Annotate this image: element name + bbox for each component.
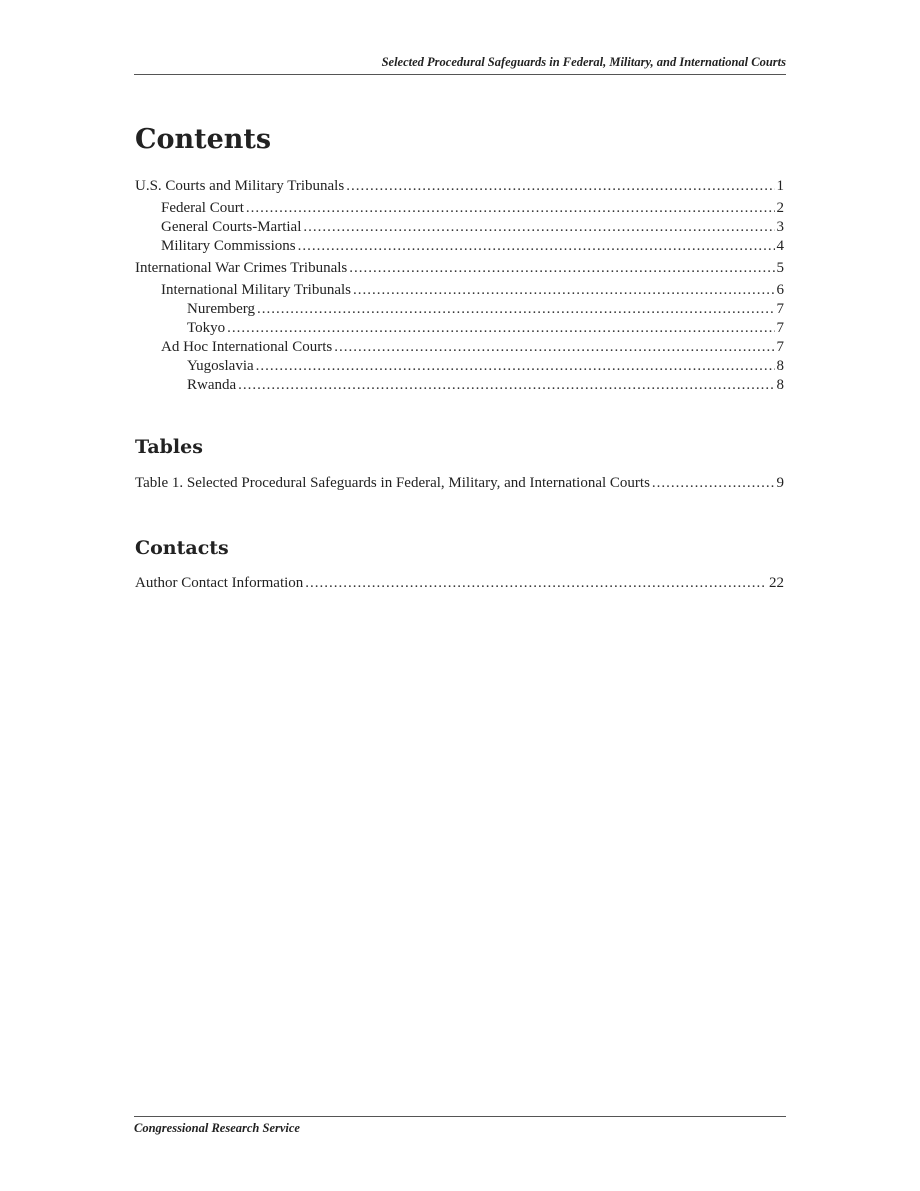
toc-entry-label: Nuremberg	[187, 301, 256, 317]
dot-leader	[305, 574, 767, 593]
dot-leader	[303, 218, 774, 237]
toc-entry-page: 7	[776, 339, 784, 355]
toc-entry-label: Tokyo	[187, 320, 226, 336]
toc-entry-page: 22	[769, 575, 784, 591]
contents-list	[135, 177, 784, 395]
toc-entry-label: Ad Hoc International Courts	[161, 339, 333, 355]
contacts-list	[135, 574, 784, 593]
dot-leader	[334, 338, 774, 357]
dot-leader	[256, 357, 775, 376]
toc-entry-page: 1	[776, 178, 784, 194]
toc-entry[interactable]	[135, 338, 784, 357]
toc-entry[interactable]	[135, 300, 784, 319]
toc-entry[interactable]	[135, 177, 784, 196]
toc-entry-label: International Military Tribunals	[161, 282, 351, 298]
toc-entry[interactable]	[135, 574, 784, 593]
toc-entry-page: 6	[776, 282, 784, 298]
toc-entry-label: Table 1. Selected Procedural Safeguards in Federal, Military, and International Courts	[135, 475, 650, 491]
toc-entry-page: 7	[776, 301, 784, 317]
toc-entry-page: 7	[776, 320, 784, 336]
toc-entry-page: 3	[776, 219, 784, 235]
tables-list	[135, 474, 784, 493]
toc-entry-page: 2	[776, 200, 784, 216]
toc-entry[interactable]	[135, 474, 784, 493]
toc-entry-label: International War Crimes Tribunals	[135, 260, 348, 276]
toc-entry-page: 8	[776, 358, 784, 374]
toc-entry[interactable]	[135, 237, 784, 256]
toc-entry-page: 5	[776, 260, 784, 276]
toc-entry-label: Yugoslavia	[187, 358, 254, 374]
toc-entry-page: 4	[776, 238, 784, 254]
toc-entry[interactable]	[135, 376, 784, 395]
toc-entry-label: Military Commissions	[161, 238, 296, 254]
dot-leader	[257, 300, 774, 319]
dot-leader	[227, 319, 774, 338]
toc-entry[interactable]	[135, 357, 784, 376]
toc-entry[interactable]	[135, 218, 784, 237]
toc-entry-label: Author Contact Information	[135, 575, 304, 591]
toc-entry-label: Rwanda	[187, 377, 237, 393]
running-header: Selected Procedural Safeguards in Federal, Military, and International Courts	[134, 55, 786, 75]
running-footer: Congressional Research Service	[134, 1116, 786, 1136]
dot-leader	[246, 199, 775, 218]
tables-heading: Tables	[135, 436, 203, 458]
toc-entry[interactable]	[135, 259, 784, 278]
toc-entry-label: U.S. Courts and Military Tribunals	[135, 178, 345, 194]
dot-leader	[346, 177, 774, 196]
toc-entry[interactable]	[135, 281, 784, 300]
dot-leader	[353, 281, 775, 300]
toc-entry-page: 8	[776, 377, 784, 393]
toc-entry[interactable]	[135, 319, 784, 338]
contacts-heading: Contacts	[135, 537, 229, 559]
dot-leader	[298, 237, 775, 256]
contents-heading: Contents	[135, 124, 272, 155]
toc-entry[interactable]	[135, 199, 784, 218]
dot-leader	[349, 259, 774, 278]
dot-leader	[652, 474, 775, 493]
dot-leader	[238, 376, 774, 395]
toc-entry-label: Federal Court	[161, 200, 244, 216]
toc-entry-page: 9	[776, 475, 784, 491]
toc-entry-label: General Courts-Martial	[161, 219, 302, 235]
